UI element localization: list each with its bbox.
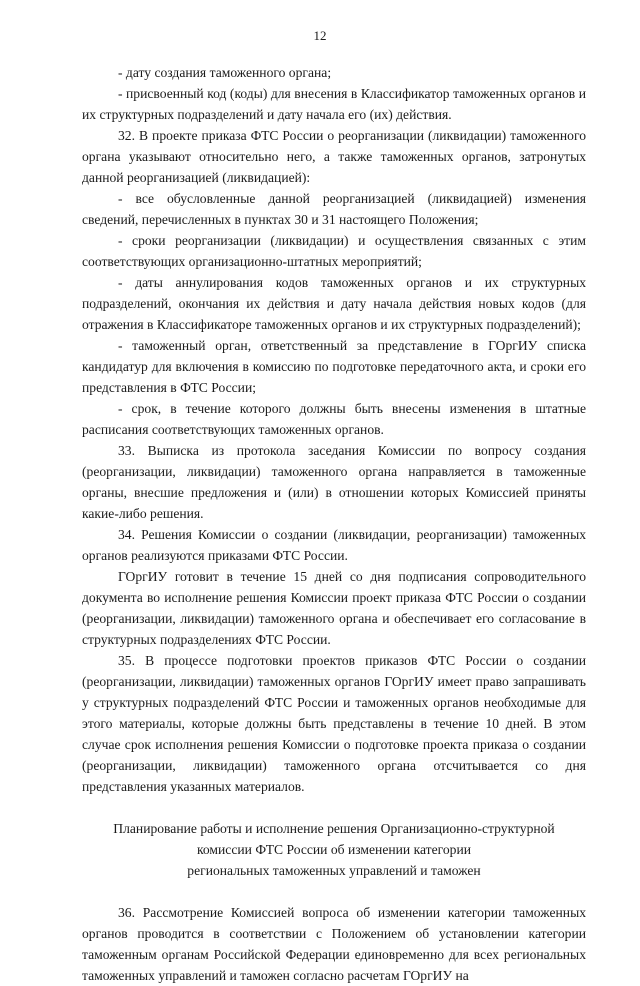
section-heading-line-3: региональных таможенных управлений и таможен	[187, 863, 481, 878]
document-body	[82, 62, 586, 986]
paragraph-34: 34. Решения Комиссии о создании (ликвидации, реорганизации) таможенных органов реализуются приказами ФТС России.	[82, 527, 586, 563]
paragraph-33: 33. Выписка из протокола заседания Комиссии по вопросу создания (реорганизации, ликвидации) таможенного органа направляется в таможенные органы, внесшие предложения и (или) в отношении которых Комиссией приняты какие-либо решения.	[82, 443, 586, 521]
paragraph-36: 36. Рассмотрение Комиссией вопроса об изменении категории таможенных органов проводится в соответствии с Положением об установлении категории таможенным органам Российской Федерации единовременно для всех региональных таможенных управлений и таможен согласно расчетам ГОргИУ на	[82, 905, 586, 983]
paragraph-34-continued: ГОргИУ готовит в течение 15 дней со дня подписания сопроводительного документа во исполнение решения Комиссии проект приказа ФТС России о создании (реорганизации, ликвидации) таможенного органа и обеспечивает его согласование в структурных подразделениях ФТС России.	[82, 569, 586, 647]
list-item-staff-schedule: - срок, в течение которого должны быть внесены изменения в штатные расписания соответствующих таможенных органов.	[82, 401, 586, 437]
list-item-code-dates: - даты аннулирования кодов таможенных органов и их структурных подразделений, окончания их действия и дату начала действия новых кодов (для отражения в Классификаторе таможенных органов и их структурных подразделений);	[82, 275, 586, 332]
section-heading-line-1: Планирование работы и исполнение решения Организационно-структурной	[113, 821, 555, 836]
list-item-creation-date: - дату создания таможенного органа;	[118, 65, 332, 80]
page-number: 12	[313, 28, 327, 43]
spacer	[82, 881, 586, 902]
list-item-changes: - все обусловленные данной реорганизацией (ликвидацией) изменения сведений, перечисленных в пунктах 30 и 31 настоящего Положения;	[82, 191, 586, 227]
paragraph-32: 32. В проекте приказа ФТС России о реорганизации (ликвидации) таможенного органа указывают относительно него, а также таможенных органов, затронутых данной реорганизацией (ликвидацией):	[82, 128, 586, 185]
list-item-assigned-code: - присвоенный код (коды) для внесения в Классификатор таможенных органов и их структурных подразделений и дату начала его (их) действия.	[82, 86, 586, 122]
spacer	[82, 797, 586, 818]
section-heading-line-2: комиссии ФТС России об изменении категории	[196, 842, 472, 857]
paragraph-35: 35. В процессе подготовки проектов приказов ФТС России о создании (реорганизации, ликвидации) таможенных органов ГОргИУ имеет право запрашивать у структурных подразделений ФТС России и таможенных органов необходимые для этого материалы, которые должны быть представлены в течение 10 дней. В этом случае срок исполнения решения Комиссии о подготовке проекта приказа о создании (реорганизации, ликвидации) таможенного органа отсчитывается со дня представления указанных материалов.	[82, 653, 586, 794]
list-item-terms: - сроки реорганизации (ликвидации) и осуществления связанных с этим соответствующих организационно-штатных мероприятий;	[82, 233, 586, 269]
list-item-responsible-body: - таможенный орган, ответственный за представление в ГОргИУ списка кандидатур для включения в комиссию по подготовке передаточного акта, и сроки его представления в ФТС России;	[82, 338, 586, 395]
